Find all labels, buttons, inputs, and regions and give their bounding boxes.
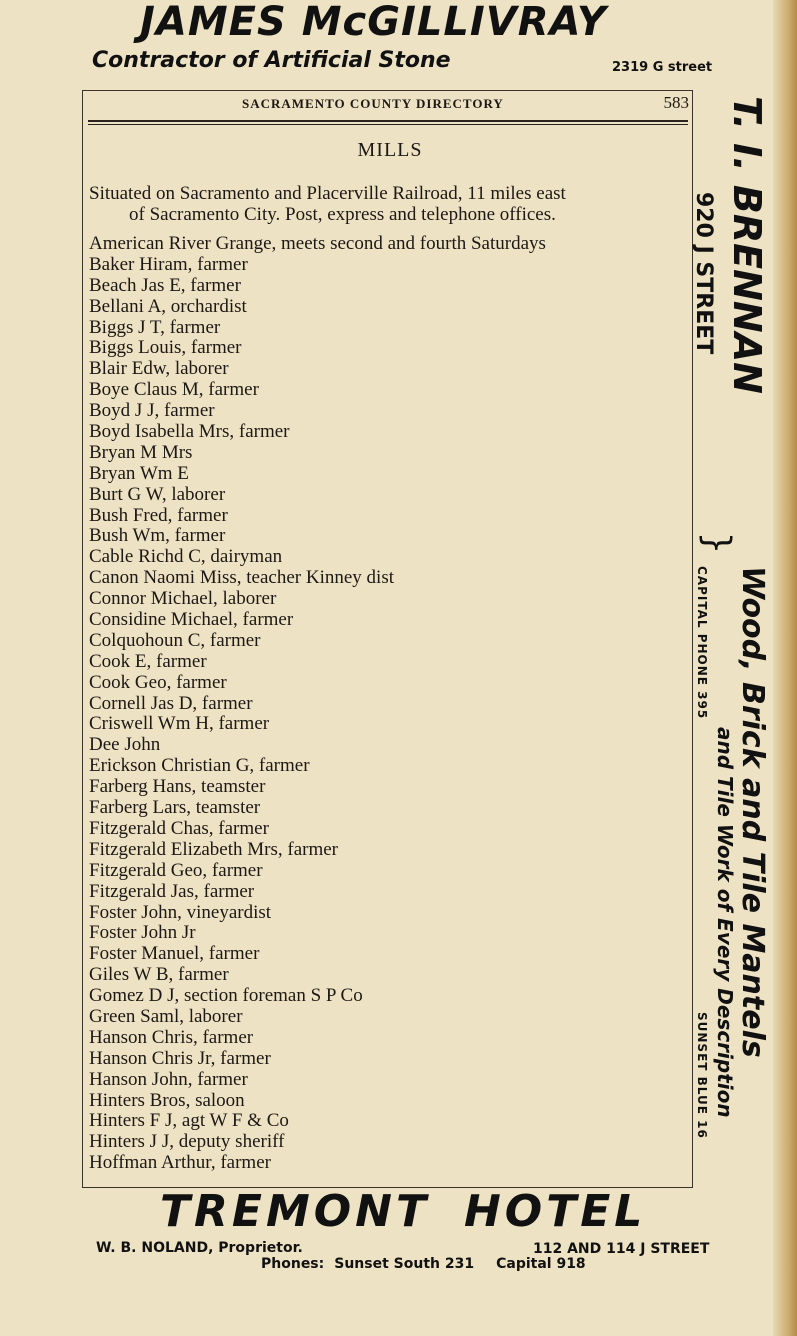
- hotel-word-1: TREMONT: [160, 1186, 430, 1237]
- list-item: Giles W B, farmer: [89, 964, 229, 986]
- list-item: Criswell Wm H, farmer: [89, 713, 270, 735]
- header-rule: [88, 120, 688, 122]
- list-item: Biggs J T, farmer: [89, 316, 221, 338]
- list-item: Hinters F J, agt W F & Co: [89, 1110, 289, 1132]
- side-ad-address: 920 J STREET: [691, 192, 716, 355]
- bottom-ad-proprietor: W. B. NOLAND, Proprietor.: [96, 1240, 303, 1256]
- list-item: Hanson John, farmer: [89, 1068, 248, 1090]
- list-item: Hoffman Arthur, farmer: [89, 1152, 271, 1174]
- list-item: Blair Edw, laborer: [89, 358, 229, 380]
- list-item: Cable Richd C, dairyman: [89, 546, 283, 568]
- side-ad-mantels: Wood, Brick and Tile Mantels: [735, 566, 770, 1058]
- list-item: Green Saml, laborer: [89, 1005, 243, 1027]
- list-item: Bush Wm, farmer: [89, 525, 226, 547]
- intro-line-2: of Sacramento City. Post, express and telephone offices.: [129, 204, 556, 225]
- list-item: Biggs Louis, farmer: [89, 337, 242, 359]
- list-item: Foster John Jr: [89, 922, 196, 944]
- top-ad-address: 2319 G street: [612, 60, 713, 75]
- list-item: Hanson Chris, farmer: [89, 1026, 254, 1048]
- list-item: Colquohoun C, farmer: [89, 629, 261, 651]
- list-item: Beach Jas E, farmer: [89, 274, 241, 296]
- page-number: 583: [663, 93, 689, 112]
- list-item: Boye Claus M, farmer: [89, 379, 259, 401]
- list-item: Baker Hiram, farmer: [89, 253, 248, 275]
- intro-line-1: Situated on Sacramento and Placerville Railroad, 11 miles east: [89, 183, 566, 204]
- list-item: Hinters J J, deputy sheriff: [89, 1131, 285, 1153]
- side-ad-sunset-phone: SUNSET BLUE 16: [695, 1012, 709, 1139]
- list-item: Canon Naomi Miss, teacher Kinney dist: [89, 567, 395, 589]
- list-item: Fitzgerald Chas, farmer: [89, 817, 269, 839]
- page-edge: [773, 0, 797, 1336]
- phones-label: Phones:: [261, 1256, 325, 1272]
- list-item: Cornell Jas D, farmer: [89, 692, 253, 714]
- list-item: Bryan Wm E: [89, 462, 189, 484]
- list-item: Erickson Christian G, farmer: [89, 755, 310, 777]
- list-item: Hinters Bros, saloon: [89, 1089, 245, 1111]
- section-intro: [89, 183, 693, 225]
- phone-sunset: Sunset South 231: [334, 1256, 475, 1272]
- directory-entries: [89, 233, 689, 1173]
- header-rule-thin: [88, 124, 688, 125]
- list-item: Dee John: [89, 734, 161, 756]
- header-title: SACRAMENTO COUNTY DIRECTORY: [242, 96, 504, 111]
- list-item: Boyd Isabella Mrs, farmer: [89, 421, 290, 443]
- list-item: Foster John, vineyardist: [89, 901, 272, 923]
- list-item: Bellani A, orchardist: [89, 295, 247, 317]
- side-ad-brace: }: [696, 531, 738, 555]
- list-item: Fitzgerald Jas, farmer: [89, 880, 255, 902]
- list-item: Hanson Chris Jr, farmer: [89, 1047, 271, 1069]
- section-title: MILLS: [357, 139, 423, 161]
- list-item: Fitzgerald Geo, farmer: [89, 859, 263, 881]
- list-item: Burt G W, laborer: [89, 483, 226, 505]
- list-item: Farberg Lars, teamster: [89, 797, 261, 819]
- running-header: [82, 92, 691, 118]
- list-item: Boyd J J, farmer: [89, 400, 215, 422]
- list-item: Bush Fred, farmer: [89, 504, 228, 526]
- bottom-ad-hotel: [160, 1186, 646, 1238]
- list-item: American River Grange, meets second and fourth Saturdays: [89, 233, 546, 254]
- list-item: Considine Michael, farmer: [89, 609, 294, 631]
- side-ad-name: T. I. BRENNAN: [725, 96, 769, 394]
- hotel-word-2: HOTEL: [463, 1186, 647, 1237]
- bottom-ad-phones: [261, 1255, 586, 1273]
- list-item: Gomez D J, section foreman S P Co: [89, 985, 363, 1007]
- list-item: Fitzgerald Elizabeth Mrs, farmer: [89, 838, 339, 860]
- bottom-ad-address: 112 AND 114 J STREET: [533, 1241, 710, 1257]
- list-item: Bryan M Mrs: [89, 441, 193, 463]
- side-ad-capital-phone: CAPITAL PHONE 395: [695, 566, 709, 720]
- top-ad-subtitle: Contractor of Artificial Stone: [92, 48, 451, 73]
- list-item: Foster Manuel, farmer: [89, 943, 260, 965]
- list-item: Farberg Hans, teamster: [89, 776, 266, 798]
- list-item: Cook Geo, farmer: [89, 671, 227, 693]
- side-ad-description: and Tile Work of Every Description: [713, 727, 737, 1118]
- top-ad-name: JAMES McGILLIVRAY: [140, 0, 607, 45]
- phone-capital: Capital 918: [496, 1256, 586, 1272]
- list-item: Connor Michael, laborer: [89, 588, 277, 610]
- list-item: Cook E, farmer: [89, 650, 207, 672]
